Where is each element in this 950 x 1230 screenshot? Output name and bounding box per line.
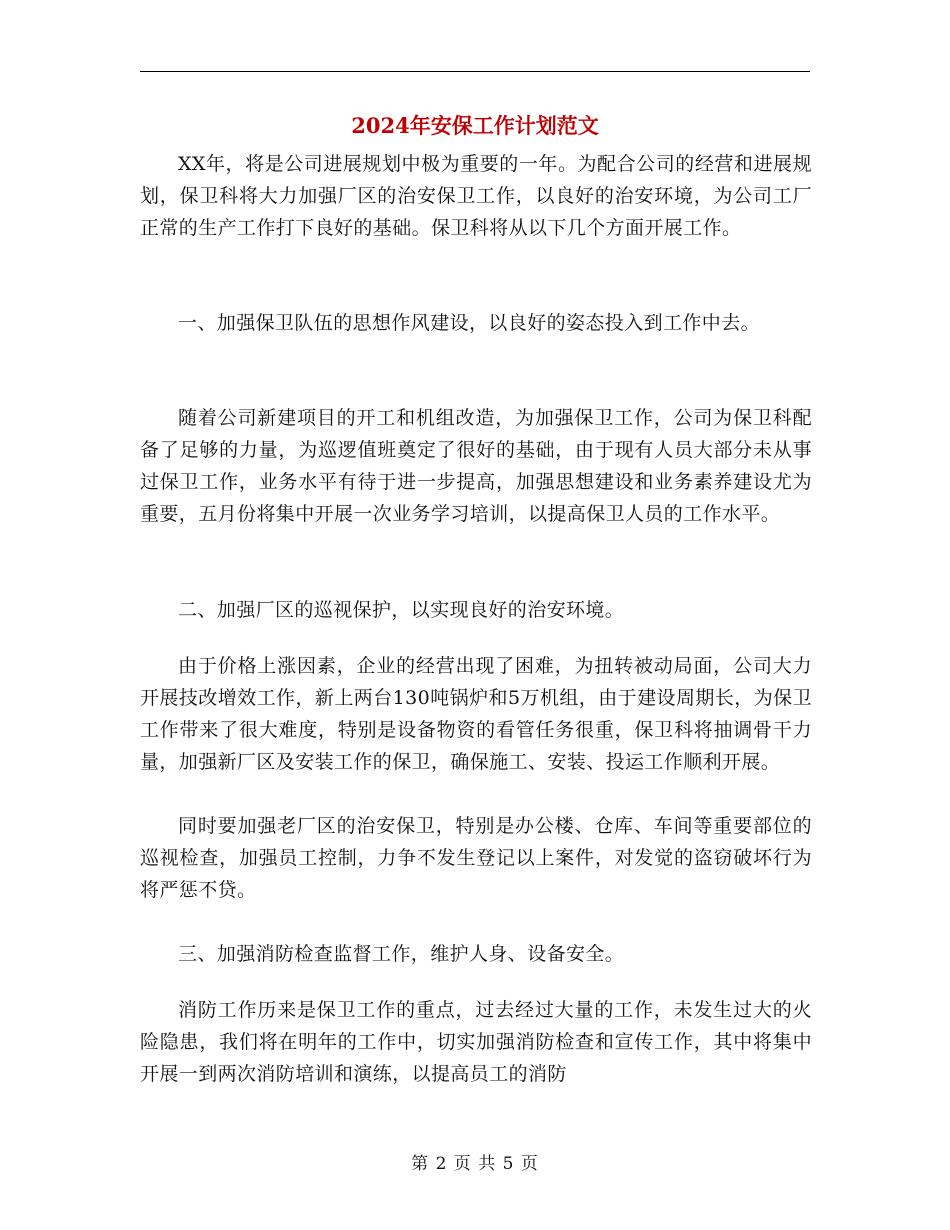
heading-section-2: 二、加强厂区的巡视保护，以实现良好的治安环境。	[178, 599, 625, 621]
page-number-footer: 第 2 页 共 5 页	[411, 1154, 539, 1174]
heading-section-3: 三、加强消防检查监督工作，维护人身、设备安全。	[178, 943, 625, 965]
paragraph-intro: XX年，将是公司进展规划中极为重要的一年。为配合公司的经营和进展规划，保卫科将大力加强厂区的治安保卫工作，以良好的治安环境，为公司工厂正常的生产工作打下良好的基础。保卫科将从以下几个方面开展工作。	[140, 153, 812, 239]
document-title: 2024年安保工作计划范文	[351, 113, 599, 138]
paragraph-section-3: 消防工作历来是保卫工作的重点，过去经过大量的工作，未发生过大的火险隐患，我们将在明年的工作中，切实加强消防检查和宣传工作，其中将集中开展一到两次消防培训和演练，以提高员工的消防	[140, 999, 812, 1085]
paragraph-section-2a: 由于价格上涨因素，企业的经营出现了困难，为扭转被动局面，公司大力开展技改增效工作，新上两台130吨锅炉和5万机组，由于建设周期长，为保卫工作带来了很大难度，特别是设备物资的看管任务很重，保卫科将抽调骨干力量，加强新厂区及安装工作的保卫，确保施工、安装、投运工作顺利开展。	[140, 655, 812, 773]
paragraph-section-2b: 同时要加强老厂区的治安保卫，特别是办公楼、仓库、车间等重要部位的巡视检查，加强员工控制，力争不发生登记以上案件，对发觉的盗窃破坏行为将严惩不贷。	[140, 815, 812, 901]
paragraph-section-1: 随着公司新建项目的开工和机组改造，为加强保卫工作，公司为保卫科配备了足够的力量，为巡逻值班奠定了很好的基础，由于现有人员大部分未从事过保卫工作，业务水平有待于进一步提高，加强思想建设和业务素养建设尤为重要，五月份将集中开展一次业务学习培训，以提高保卫人员的工作水平。	[140, 407, 812, 525]
header-rule	[140, 71, 810, 72]
heading-section-1: 一、加强保卫队伍的思想作风建设，以良好的姿态投入到工作中去。	[178, 312, 761, 334]
